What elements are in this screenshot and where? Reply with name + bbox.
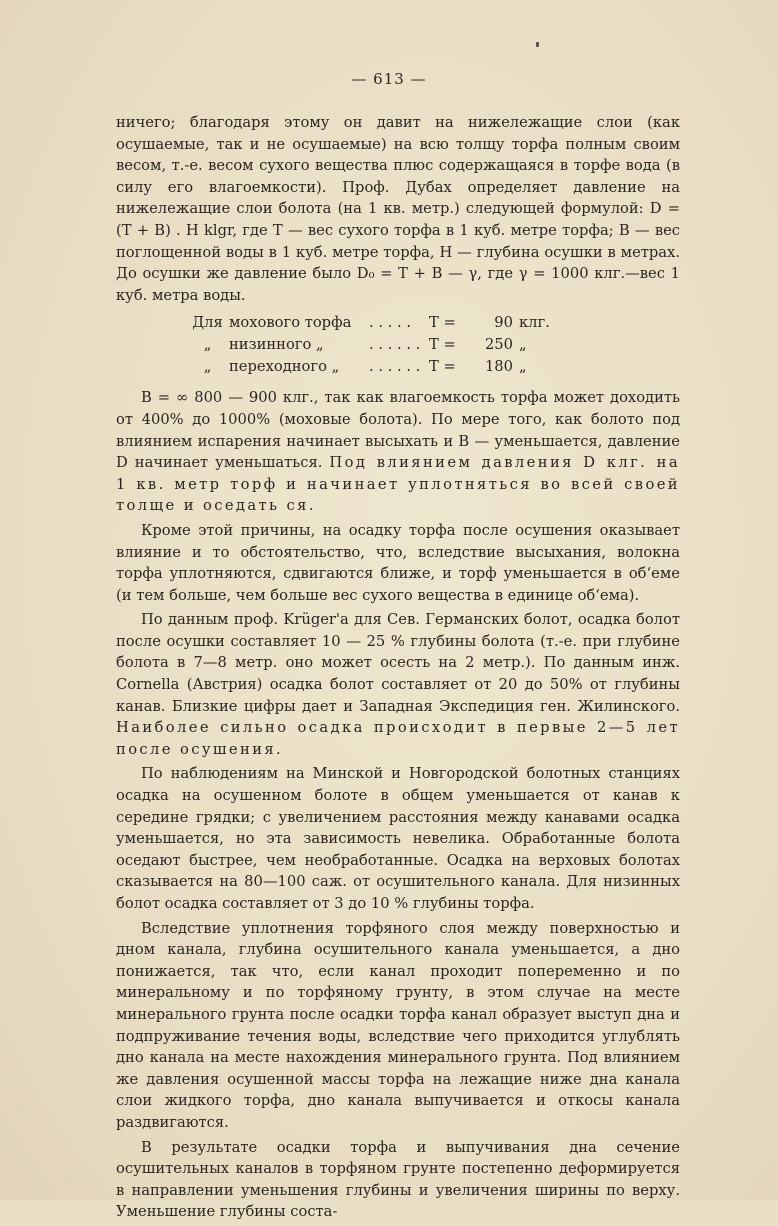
table-cell: „ xyxy=(519,358,527,376)
table-row xyxy=(186,334,680,356)
table-cell: „ xyxy=(519,336,527,354)
paragraph-settlement-data xyxy=(116,609,680,760)
table-cell: клг. xyxy=(519,314,550,332)
table-cell: переходного „ xyxy=(229,358,340,376)
paragraph-fiber-compaction: Кроме этой причины, на осадку торфа после осушения оказывает влияние и то обстоятельство, что, вследствие высыхания, волокна торфа уплотняются, сдвигаются ближе, и торф уменьшается в об‘еме (и тем больше, чем больше вес сухого вещества в единице об‘ема). xyxy=(116,521,680,604)
table-cell: 90 xyxy=(494,314,513,332)
table-row xyxy=(186,312,680,334)
table-cell: „ xyxy=(203,358,212,376)
paper-speck xyxy=(536,42,539,47)
spaced-emphasis-text: Наиболее сильно осадка происходит в первые 2—5 лет после осушения. xyxy=(116,719,680,758)
body-text xyxy=(116,112,680,1226)
table-cell: 180 xyxy=(484,358,513,376)
paragraph-station-observations: По наблюдениям на Минской и Новгородской болотных станциях осадка на осушенном болоте в общем уменьшается от канав к середине грядки; с увеличением расстояния между канавами осадка уменьшается, но эта зависимость невелика. Обработанные болота оседают быстрее, чем необработанные. Осадка на верховых болотах сказывается на 80—100 саж. от осушительного канала. Для низинных болот осадка составляет от 3 до 10 % глубины торфа. xyxy=(116,765,680,912)
table-row xyxy=(186,356,680,378)
paragraph-text: B = ∞ 800 — 900 клг., так как влагоемкость торфа может доходить от 400% до 1000% (моховые болота). По мере того, как болото под влиянием испарения начинает высыхать и B — уменьшается, давление D начинает уменьшаться. xyxy=(116,389,680,472)
table-cell: T = xyxy=(429,336,456,354)
paragraph-pressure-formula: ничего; благодаря этому он давит на нижележащие слои (как осушаемые, так и не осушаемые) на всю толщу торфа полным своим весом, т.-е. весом сухого вещества плюс содержащаяся в торфе вода (в силу его влагоемкости). Проф. Дубах определяет давление на нижележащие слои болота (на 1 кв. метр.) следующей формулой: D = (T + B) . H klgr, где T — вес сухого торфа в 1 куб. метре торфа; B — вес поглощенной воды в 1 куб. метре торфа, H — глубина осушки в метрах. До осушки же давление было D₀ = T + B — γ, где γ = 1000 клг.—вес 1 куб. метра воды. xyxy=(116,114,680,304)
table-cell: . . . . . . xyxy=(369,336,421,354)
table-cell: . . . . . xyxy=(369,314,412,332)
table-cell: мохового торфа xyxy=(229,314,352,332)
peat-weight-table xyxy=(186,312,680,378)
table-cell: T = xyxy=(429,358,456,376)
table-cell: „ xyxy=(203,336,212,354)
paragraph-water-content xyxy=(116,387,680,517)
table-cell: Для xyxy=(192,314,223,332)
table-cell: T = xyxy=(429,314,456,332)
paragraph-canal-depth: Вследствие уплотнения торфяного слоя между поверхностью и дном канала, глубина осушительного канала уменьшается, а дно понижается, так что, если канал проходит попеременно и по минеральному и по торфяному грунту, в этом случае на месте минерального грунта после осадки торфа канал образует выступ дна и подпруживание течения воды, вследствие чего приходится углублять дно канала на месте нахождения минерального грунта. Под влиянием же давления осушенной массы торфа на лежащие ниже дна канала слои жидкого торфа, дно канала выпучивается и откосы канала раздвигаются. xyxy=(116,919,680,1131)
paragraph-canal-deformation: В результате осадки торфа и выпучивания дна сечение осушительных каналов в торфяном грунте постепенно деформируется в направлении уменьшения глубины и увеличения ширины по верху. Уменьшение глубины соста- xyxy=(116,1138,680,1221)
paragraph-text: По данным проф. Krüger'a для Сев. Германских болот, осадка болот после осушки составляет 10 — 25 % глубины болота (т.-е. при глубине болота в 7—8 метр. оно может осесть на 2 метр.). По данным инж. Cornella (Австрия) осадка болот составляет от 20 до 50% от глубины канав. Близкие цифры дает и Западная Экспедиция ген. Жилинского. xyxy=(116,611,680,715)
table-cell: низинного „ xyxy=(229,336,324,354)
table-cell: . . . . . . xyxy=(369,358,421,376)
page-number: — 613 — xyxy=(351,70,427,88)
spaced-emphasis-text: Под влиянием давления D клг. на 1 кв. метр торф и начинает уплотняться во всей своей толще и оседать ся. xyxy=(116,454,680,515)
table-cell: 250 xyxy=(484,336,513,354)
